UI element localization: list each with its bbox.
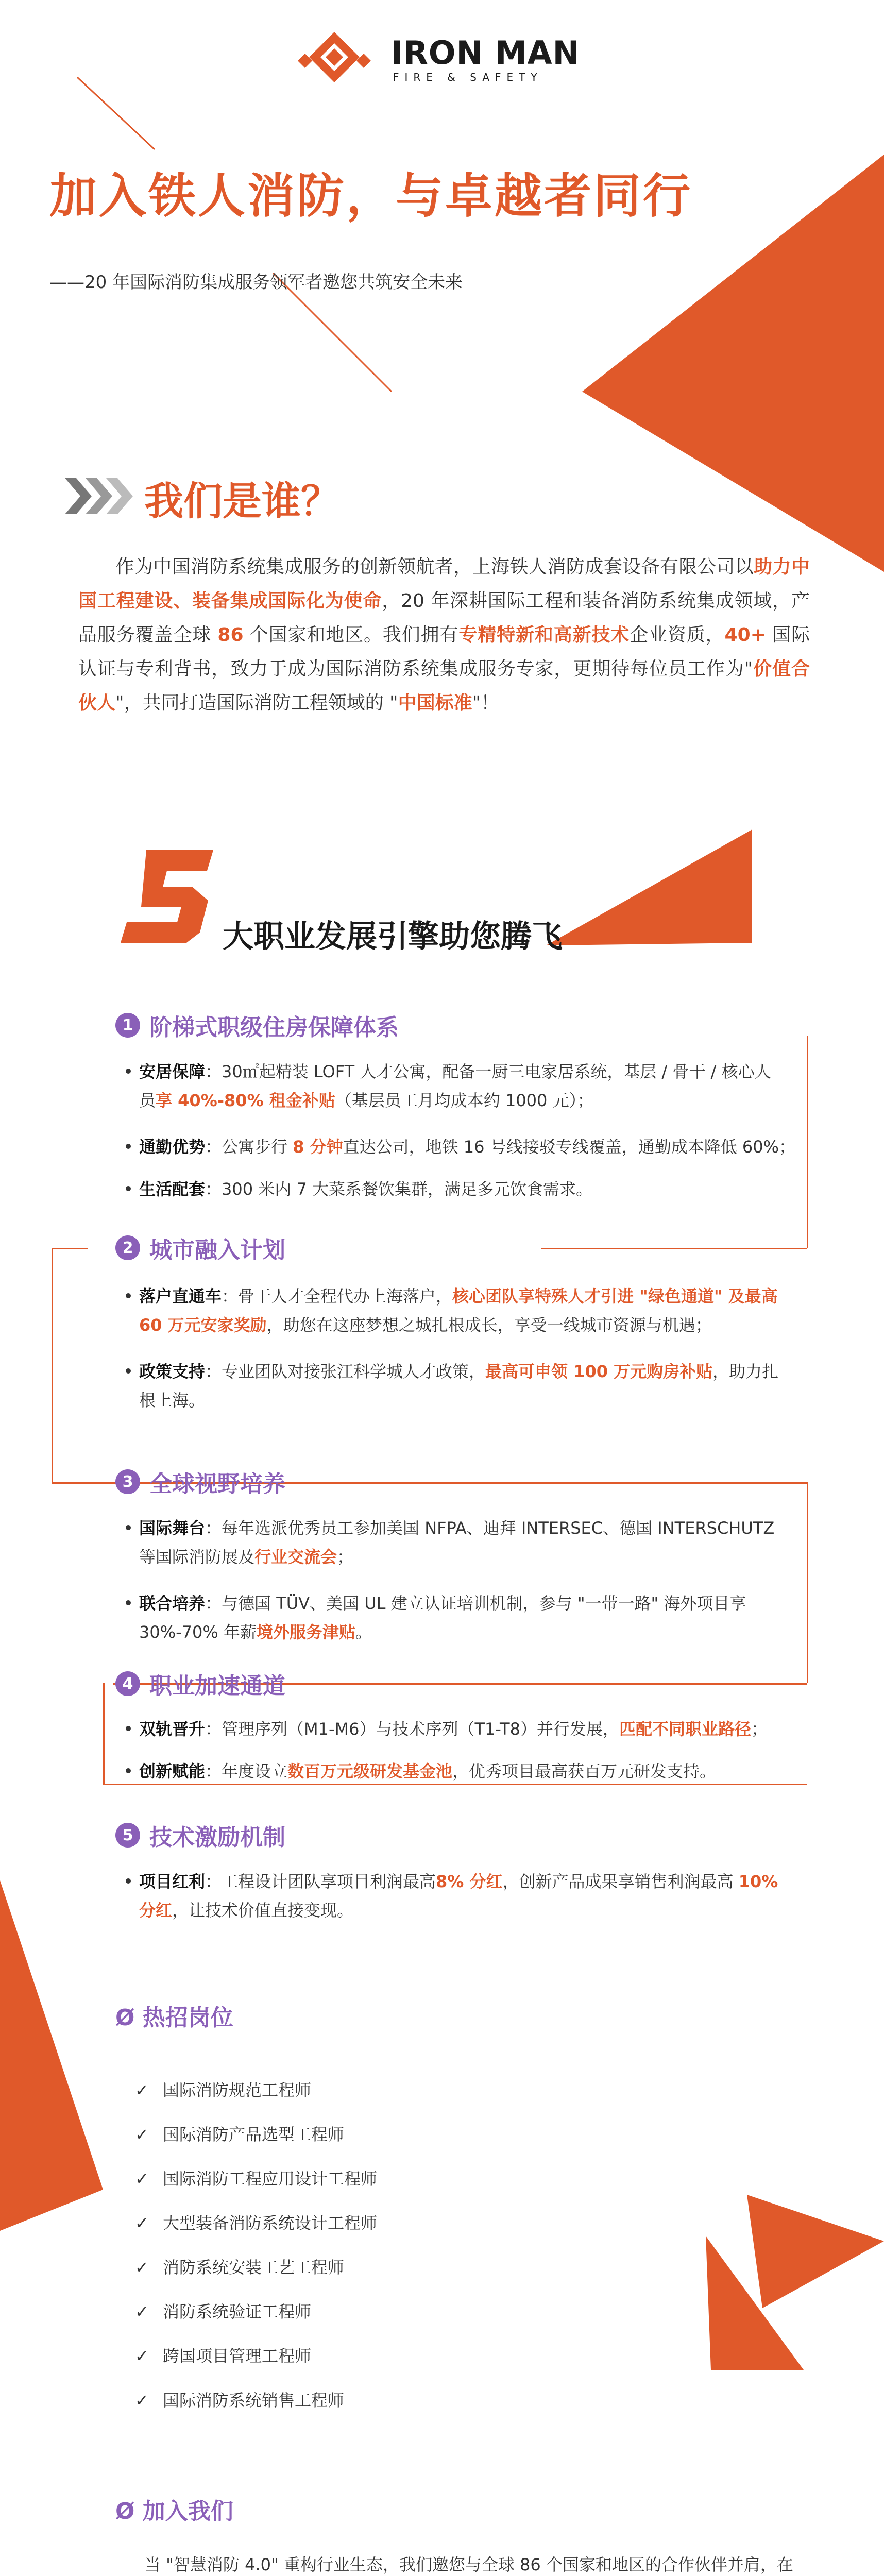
big-number-five [115, 845, 218, 948]
job-item[interactable]: ✓ 消防系统验证工程师 [135, 2302, 312, 2321]
engine-2-title: 2 城市融入计划 [115, 1231, 285, 1264]
check-icon: ✓ [135, 2213, 149, 2233]
engines-title: 大职业发展引擎助您腾飞 [223, 919, 563, 955]
check-icon: ✓ [135, 2125, 149, 2144]
engine-2-item-1: 落户直通车：骨干人才全程代办上海落户，核心团队享特殊人才引进 "绿色通道" 及最高 60 万元安家奖励，助您在这座梦想之城扎根成长，享受一线城市资源与机遇； [126, 1282, 795, 1340]
engine-4-item-2: 创新赋能：年度设立数百万元级研发基金池，优秀项目最高获百万元研发支持。 [126, 1757, 806, 1786]
job-item[interactable]: ✓ 国际消防规范工程师 [135, 2080, 312, 2100]
logo-diamond-icon [296, 32, 373, 84]
join-title: Ø 加入我们 [115, 2498, 233, 2524]
logo-wordmark: IRON MAN [391, 34, 580, 72]
triple-arrow-icon [65, 478, 137, 514]
big-number-text [0, 0, 1, 1]
check-icon: ✓ [135, 2346, 149, 2366]
about-paragraph: 作为中国消防系统集成服务的创新领航者，上海铁人消防成套设备有限公司以助力中国工程建设、装备集成国际化为使命，20 年深耕国际工程和装备消防系统集成领域，产品服务覆盖全球 86 个国家和地区。我们拥有专精特新和高新技术企业资质，40+ 国际认证与专利背书，致力于成为国际消防系统集成服务专家，更期待每位员工作为"价值合伙人"，共同打造国际消防工程领域的 "中国标准"！ [78, 556, 810, 714]
bracket-3 [807, 1482, 808, 1683]
job-item[interactable]: ✓ 大型装备消防系统设计工程师 [135, 2213, 378, 2233]
engine-1-item-2: 通勤优势：公寓步行 8 分钟直达公司，地铁 16 号线接驳专线覆盖，通勤成本降低 60%； [126, 1132, 806, 1161]
number-badge: 1 [115, 1013, 140, 1038]
job-item[interactable]: ✓ 消防系统安装工艺工程师 [135, 2258, 345, 2277]
check-icon: ✓ [135, 2080, 149, 2100]
engine-4-item-1: 双轨晋升：管理序列（M1-M6）与技术序列（T1-T8）并行发展，匹配不同职业路径； [126, 1715, 806, 1743]
engine-5-title: 5 技术激励机制 [115, 1819, 285, 1852]
engine-5-item-1: 项目红利：工程设计团队享项目利润最高8% 分红，创新产品成果享销售利润最高 10% 分红，让技术价值直接变现。 [126, 1867, 806, 1925]
check-icon: ✓ [135, 2391, 149, 2410]
bracket-4-left [103, 1683, 105, 1784]
engine-1-item-3: 生活配套：300 米内 7 大菜系餐饮集群，满足多元饮食需求。 [126, 1175, 790, 1204]
section-title-who: 我们是谁？ [144, 478, 340, 524]
bracket-2 [52, 1248, 88, 1249]
brand-logo [296, 30, 584, 87]
page-headline: 加入铁人消防，与卓越者同行 [49, 168, 693, 224]
number-badge: 5 [115, 1823, 140, 1848]
engine-3-title: 3 全球视野培养 [115, 1465, 285, 1498]
job-item[interactable]: ✓ 国际消防工程应用设计工程师 [135, 2169, 378, 2189]
engine-3-item-2: 联合培养：与德国 TÜV、美国 UL 建立认证培训机制，参与 "一带一路" 海外项目享 30%-70% 年薪境外服务津贴。 [126, 1589, 806, 1647]
engine-3-item-1: 国际舞台：每年选派优秀员工参加美国 NFPA、迪拜 INTERSEC、德国 INTERSCHUTZ 等国际消防展及行业交流会； [126, 1514, 806, 1571]
engine-1-item-1: 安居保障：30㎡起精装 LOFT 人才公寓，配备一厨三电家居系统，基层 / 骨干 / 核心人 员享 40%-80% 租金补贴（基层员工月均成本约 1000 元）； [126, 1057, 790, 1115]
check-icon: ✓ [135, 2258, 149, 2277]
job-item[interactable]: ✓ 跨国项目管理工程师 [135, 2346, 312, 2366]
number-badge: 2 [115, 1235, 140, 1260]
bracket-2-left [52, 1248, 53, 1482]
engine-2-item-2: 政策支持：专业团队对接张江科学城人才政策，最高可申领 100 万元购房补贴，助力扎 根上海。 [126, 1357, 795, 1415]
number-badge: 4 [115, 1671, 140, 1696]
check-icon: ✓ [135, 2302, 149, 2321]
logo-tagline: FIRE & SAFETY [393, 71, 543, 83]
engine-4-title: 4 职业加速通道 [115, 1667, 285, 1700]
page-subline: ——20 年国际消防集成服务领军者邀您共筑安全未来 [49, 272, 463, 293]
job-item[interactable]: ✓ 国际消防产品选型工程师 [135, 2125, 345, 2144]
job-item[interactable]: ✓ 国际消防系统销售工程师 [135, 2391, 345, 2410]
number-badge: 3 [115, 1469, 140, 1494]
bracket-1 [807, 1036, 808, 1248]
jobs-title: Ø 热招岗位 [115, 2005, 233, 2031]
engine-1-title: 1 阶梯式职级住房保障体系 [115, 1009, 399, 1042]
bracket-1b [541, 1248, 807, 1249]
check-icon: ✓ [135, 2169, 149, 2189]
join-paragraph: 当 "智慧消防 4.0" 重构行业生态，我们邀您与全球 86 个国家和地区的合作伙伴并肩，在 [144, 2555, 793, 2574]
